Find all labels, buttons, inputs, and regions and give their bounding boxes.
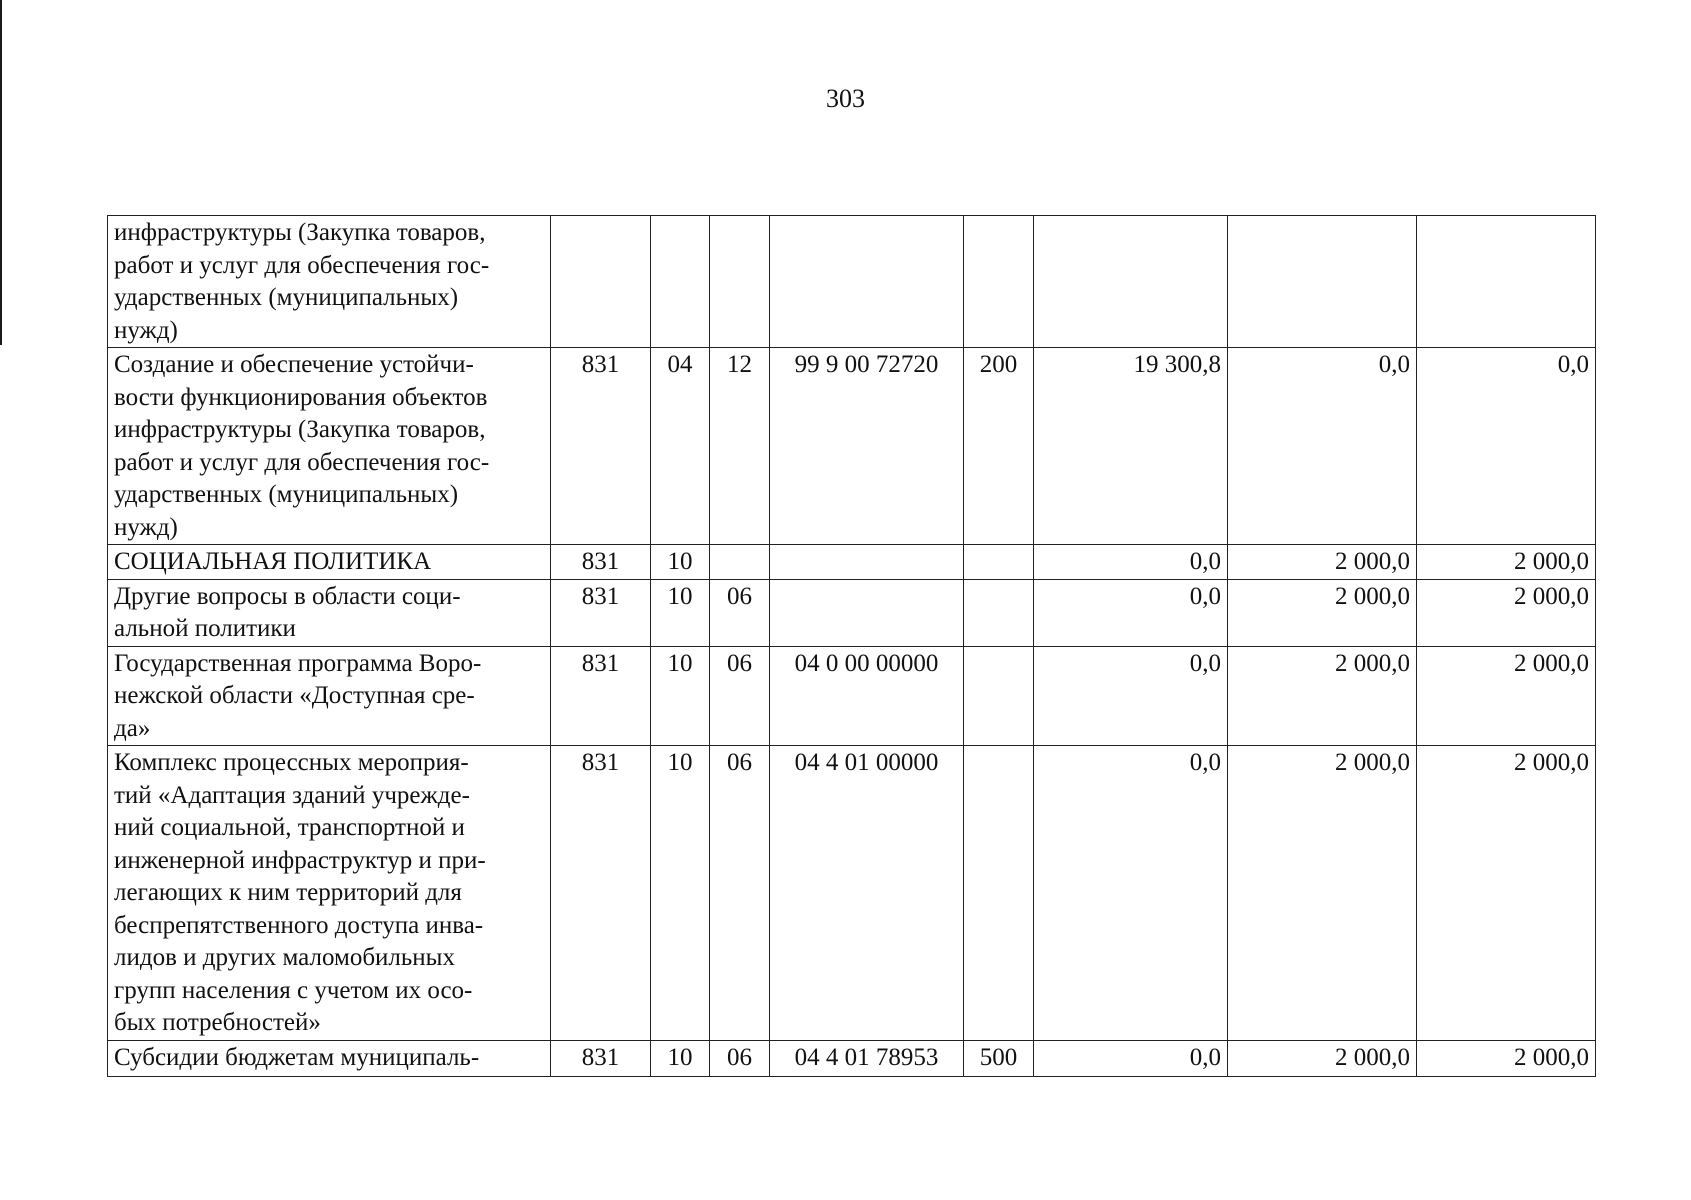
cell-name-line: Субсидии бюджетам муниципаль-	[114, 1043, 480, 1071]
cell-name-line: Государственная программа Воро-	[114, 649, 482, 677]
cell-amount-1: 0,0	[1034, 746, 1228, 1041]
cell-amount-2: 2 000,0	[1228, 1040, 1417, 1076]
table-row	[108, 1040, 1596, 1076]
cell-amount-1: 0,0	[1034, 545, 1228, 580]
cell-subsection	[710, 216, 770, 348]
cell-name	[108, 216, 551, 348]
cell-expense-type	[964, 545, 1034, 580]
cell-name-line: ударственных (муниципальных)	[114, 284, 459, 311]
cell-name-line: ударственных (муниципальных)	[114, 481, 459, 508]
cell-amount-3	[1417, 216, 1596, 348]
cell-expense-type	[964, 579, 1034, 646]
table-row	[108, 216, 1596, 348]
cell-section: 10	[651, 646, 710, 746]
cell-amount-1: 0,0	[1034, 646, 1228, 746]
cell-name-line: нежской области «Доступная сре-	[114, 682, 475, 709]
cell-name-line: инфраструктуры (Закупка товаров,	[114, 416, 486, 443]
cell-subsection: 06	[710, 1040, 770, 1076]
cell-subsection: 06	[710, 646, 770, 746]
cell-name-line: беспрепятственного доступа инва-	[114, 911, 484, 939]
cell-name	[108, 646, 551, 746]
cell-grbs: 831	[551, 1040, 651, 1076]
cell-name-line: альной политики	[114, 615, 296, 642]
cell-section: 10	[651, 579, 710, 646]
cell-name-line: нужд)	[114, 316, 178, 344]
cell-name-line: ний социальной, транспортной и	[114, 814, 465, 841]
cell-target-article	[770, 216, 964, 348]
cell-amount-1	[1034, 216, 1228, 348]
cell-amount-2: 2 000,0	[1228, 579, 1417, 646]
cell-name-line: лидов и других маломобильных	[114, 944, 455, 971]
cell-name-line: нужд)	[114, 513, 178, 541]
cell-grbs: 831	[551, 545, 651, 580]
cell-target-article	[770, 579, 964, 646]
table-row	[108, 545, 1596, 580]
cell-name-line: работ и услуг для обеспечения гос-	[114, 448, 490, 476]
cell-subsection: 06	[710, 746, 770, 1041]
cell-amount-1: 0,0	[1034, 1040, 1228, 1076]
cell-amount-1: 19 300,8	[1034, 348, 1228, 545]
cell-name-line: инфраструктуры (Закупка товаров,	[114, 219, 486, 246]
cell-name	[108, 579, 551, 646]
cell-section: 10	[651, 545, 710, 580]
cell-name-line: Создание и обеспечение устойчи-	[114, 351, 474, 378]
cell-expense-type: 200	[964, 348, 1034, 545]
budget-table	[107, 215, 1596, 1077]
cell-amount-3: 2 000,0	[1417, 746, 1596, 1041]
cell-name	[108, 348, 551, 545]
cell-name-line: инженерной инфраструктур и при-	[114, 846, 486, 874]
cell-target-article: 04 4 01 78953	[770, 1040, 964, 1076]
cell-name-line: работ и услуг для обеспечения гос-	[114, 251, 490, 279]
cell-amount-3: 0,0	[1417, 348, 1596, 545]
cell-target-article: 04 0 00 00000	[770, 646, 964, 746]
cell-amount-3: 2 000,0	[1417, 579, 1596, 646]
cell-name-line: Другие вопросы в области соци-	[114, 582, 461, 610]
cell-section: 10	[651, 1040, 710, 1076]
cell-section: 04	[651, 348, 710, 545]
cell-name	[108, 545, 551, 580]
cell-name-line: легающих к ним территорий для	[114, 879, 462, 906]
cell-grbs: 831	[551, 348, 651, 545]
cell-name	[108, 1040, 551, 1076]
cell-name-line: групп населения с учетом их осо-	[114, 976, 473, 1004]
cell-amount-3: 2 000,0	[1417, 1040, 1596, 1076]
cell-amount-2: 2 000,0	[1228, 545, 1417, 580]
cell-expense-type	[964, 216, 1034, 348]
cell-name-line: тий «Адаптация зданий учрежде-	[114, 781, 470, 809]
cell-amount-2	[1228, 216, 1417, 348]
cell-subsection	[710, 545, 770, 580]
cell-target-article	[770, 545, 964, 580]
table-row	[108, 746, 1596, 1041]
cell-name-line: СОЦИАЛЬНАЯ ПОЛИТИКА	[114, 548, 432, 575]
cell-grbs	[551, 216, 651, 348]
cell-subsection: 06	[710, 579, 770, 646]
cell-subsection: 12	[710, 348, 770, 545]
cell-name-line: Комплекс процессных мероприя-	[114, 749, 469, 776]
cell-name	[108, 746, 551, 1041]
cell-amount-3: 2 000,0	[1417, 646, 1596, 746]
cell-expense-type	[964, 746, 1034, 1041]
table-row	[108, 579, 1596, 646]
page-number: 303	[826, 84, 865, 113]
table-row	[108, 646, 1596, 746]
cell-section: 10	[651, 746, 710, 1041]
cell-amount-2: 2 000,0	[1228, 746, 1417, 1041]
cell-target-article: 04 4 01 00000	[770, 746, 964, 1041]
cell-name-line: да»	[114, 714, 151, 742]
cell-amount-2: 0,0	[1228, 348, 1417, 545]
table-row	[108, 348, 1596, 545]
cell-grbs: 831	[551, 579, 651, 646]
cell-amount-1: 0,0	[1034, 579, 1228, 646]
cell-grbs: 831	[551, 646, 651, 746]
cell-expense-type: 500	[964, 1040, 1034, 1076]
scan-edge-line	[0, 0, 2, 345]
cell-grbs: 831	[551, 746, 651, 1041]
cell-name-line: вости функционирования объектов	[114, 383, 488, 411]
cell-name-line: бых потребностей»	[114, 1009, 321, 1036]
cell-expense-type	[964, 646, 1034, 746]
cell-target-article: 99 9 00 72720	[770, 348, 964, 545]
cell-amount-2: 2 000,0	[1228, 646, 1417, 746]
cell-section	[651, 216, 710, 348]
cell-amount-3: 2 000,0	[1417, 545, 1596, 580]
